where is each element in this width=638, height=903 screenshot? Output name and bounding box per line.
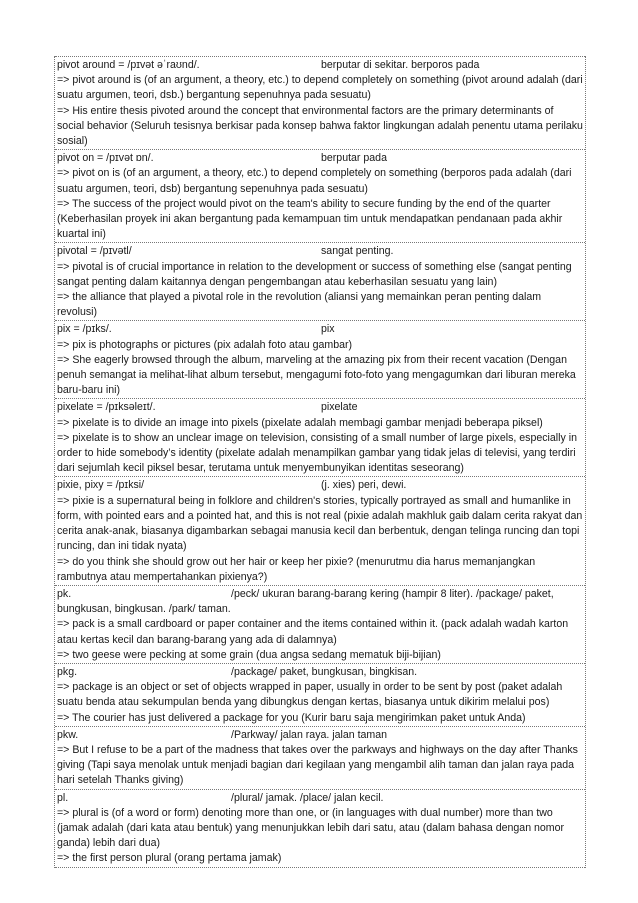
entry-gloss: /package/ paket, bungkusan, bingkisan. (231, 665, 418, 678)
entry-gloss: /peck/ ukuran barang-barang kering (hampir 8 liter). /package/ paket, (231, 587, 554, 600)
entry-gloss: /plural/ jamak. /place/ jalan kecil. (231, 791, 384, 804)
dictionary-entry (55, 398, 585, 476)
entry-definition: => package is an object or set of objects wrapped in paper, usually in order to be sent by post (paket adalah suatu benda atau sekumpulan benda yang dibungkus dengan kertas, biasanya untuk dikirim melalui pos) (57, 681, 563, 709)
entry-gloss: pixelate (321, 401, 358, 414)
entry-example: => two geese were pecking at some grain (dua angsa sedang mematuk biji-bijian) (57, 648, 441, 661)
entry-definition: => pack is a small cardboard or paper container and the items contained within it. (pack adalah wadah karton atau kertas kecil dan barang-barang yang ada di dalamnya) (57, 618, 569, 646)
dictionary-entry (55, 476, 585, 584)
entry-definition: => pix is photographs or pictures (pix adalah foto atau gambar) (57, 338, 353, 351)
entry-example: => His entire thesis pivoted around the concept that environmental factors are the primary determinants of social behavior (Seluruh tesisnya berkisar pada konsep bahwa faktor lingkungan adalah penentu utama perilaku sosial) (57, 104, 583, 148)
entry-term: pivotal = /pɪvətl/ (57, 245, 132, 258)
entry-gloss: berputar pada (321, 152, 387, 165)
entry-definition: => pixelate is to divide an image into pixels (pixelate adalah membagi gambar menjadi beberapa piksel) (57, 416, 543, 429)
entry-term: pkg. (57, 665, 78, 678)
entry-definition: => pivotal is of crucial importance in relation to the development or success of something else (sangat penting sangat penting dalam kaitannya dengan pengembangan atau keberhasilan sesuatu yang lain) (57, 260, 572, 288)
entry-example: => the first person plural (orang pertama jamak) (57, 852, 282, 865)
entry-term: pivot around = /pɪvət əˈraʊnd/. (57, 59, 200, 71)
entry-term: pivot on = /pɪvət ɒn/. (57, 152, 154, 165)
dictionary-entry (55, 585, 585, 663)
entry-gloss: (j. xies) peri, dewi. (321, 479, 407, 492)
entry-gloss: /Parkway/ jalan raya. jalan taman (231, 728, 388, 741)
dictionary-entry (55, 726, 585, 789)
entry-example: => The success of the project would pivot on the team's ability to secure funding by the end of the quarter (Keberhasilan proyek ini akan bergantung pada kemampuan tim untuk mendapatkan pendanaan pada akhir kuartal ini) (57, 197, 563, 241)
entry-term: pixelate = /pɪksəleɪt/. (57, 401, 156, 414)
entry-example: => the alliance that played a pivotal role in the revolution (aliansi yang memainkan peran penting dalam revolusi) (57, 291, 542, 319)
entry-example: => pixelate is to show an unclear image on television, consisting of a small number of large pixels, especially in order to hide somebody’s identity (pixelate adalah menampilkan gambar yang tidak jelas di televisi, yang terdiri dari sejumlah kecil piksel besar, terutama untuk menyembunyikan identitas seseorang) (57, 431, 577, 475)
dictionary-entry (55, 149, 585, 242)
entry-term: pk. (57, 587, 72, 600)
entry-definition: => pivot on is (of an argument, a theory, etc.) to depend completely on something (berporos pada adalah (dari suatu argumen, teori, dsb) bergantung sepenuhnya pada sesuatu) (57, 167, 572, 195)
entry-definition: => pixie is a supernatural being in folklore and children's stories, typically portrayed as small and humanlike in form, with pointed ears and a pointed hat, and this is not real (pixie adalah makhluk gaib dalam cerita rakyat dan cerita anak-anak, biasanya digambarkan sebagai manusia kecil dan berbentuk, dengan telinga runcing dan topi runcing, dan ini tidak nyata) (57, 494, 583, 553)
entry-term: pix = /pɪks/. (57, 323, 112, 336)
entry-gloss: berputar di sekitar. berporos pada (321, 59, 480, 71)
dictionary-page (54, 56, 586, 868)
entry-gloss: sangat penting. (321, 245, 394, 258)
dictionary-entry (55, 320, 585, 398)
entry-example: => But I refuse to be a part of the madness that takes over the parkways and highways on the day after Thanks giving (Tapi saya menolak untuk menjadi bagian dari kegilaan yang mengambil alih taman dan jalan raya pada hari setelah Thanks giving) (57, 743, 578, 787)
entry-term: pixie, pixy = /pɪksi/ (57, 479, 145, 492)
dictionary-entry (55, 56, 585, 149)
entry-example: => do you think she should grow out her hair or keep her pixie? (menurutmu dia harus memanjangkan rambutnya atau mempertahankan pixienya?) (57, 555, 536, 583)
entry-term: pkw. (57, 728, 79, 741)
entry-term: pl. (57, 791, 69, 804)
dictionary-entry (55, 663, 585, 726)
entry-definition: => pivot around is (of an argument, a theory, etc.) to depend completely on something (pivot around adalah (dari suatu argumen, teori, dsb.) bergantung sepenuhnya pada sesuatu) (57, 74, 583, 102)
entry-gloss: pix (321, 323, 335, 336)
entry-example: => She eagerly browsed through the album, marveling at the amazing pix from their recent vacation (Dengan penuh semangat ia melihat-lihat album tersebut, mengagumi foto-foto yang mengagumkan dari liburan mereka baru-baru ini) (57, 353, 576, 397)
entry-definition: => plural is (of a word or form) denoting more than one, or (in languages with dual number) more than two (jamak adalah (dari kata atau bentuk) yang menunjukkan lebih dari satu, atau (dalam bahasa dengan nomor ganda) lebih dari dua) (57, 806, 565, 850)
entry-gloss-continued: bungkusan, bingkusan. /park/ taman. (57, 603, 231, 616)
entry-example: => The courier has just delivered a package for you (Kurir baru saja mengirimkan paket untuk Anda) (57, 711, 526, 724)
dictionary-entry (55, 789, 585, 868)
dictionary-entry (55, 242, 585, 320)
